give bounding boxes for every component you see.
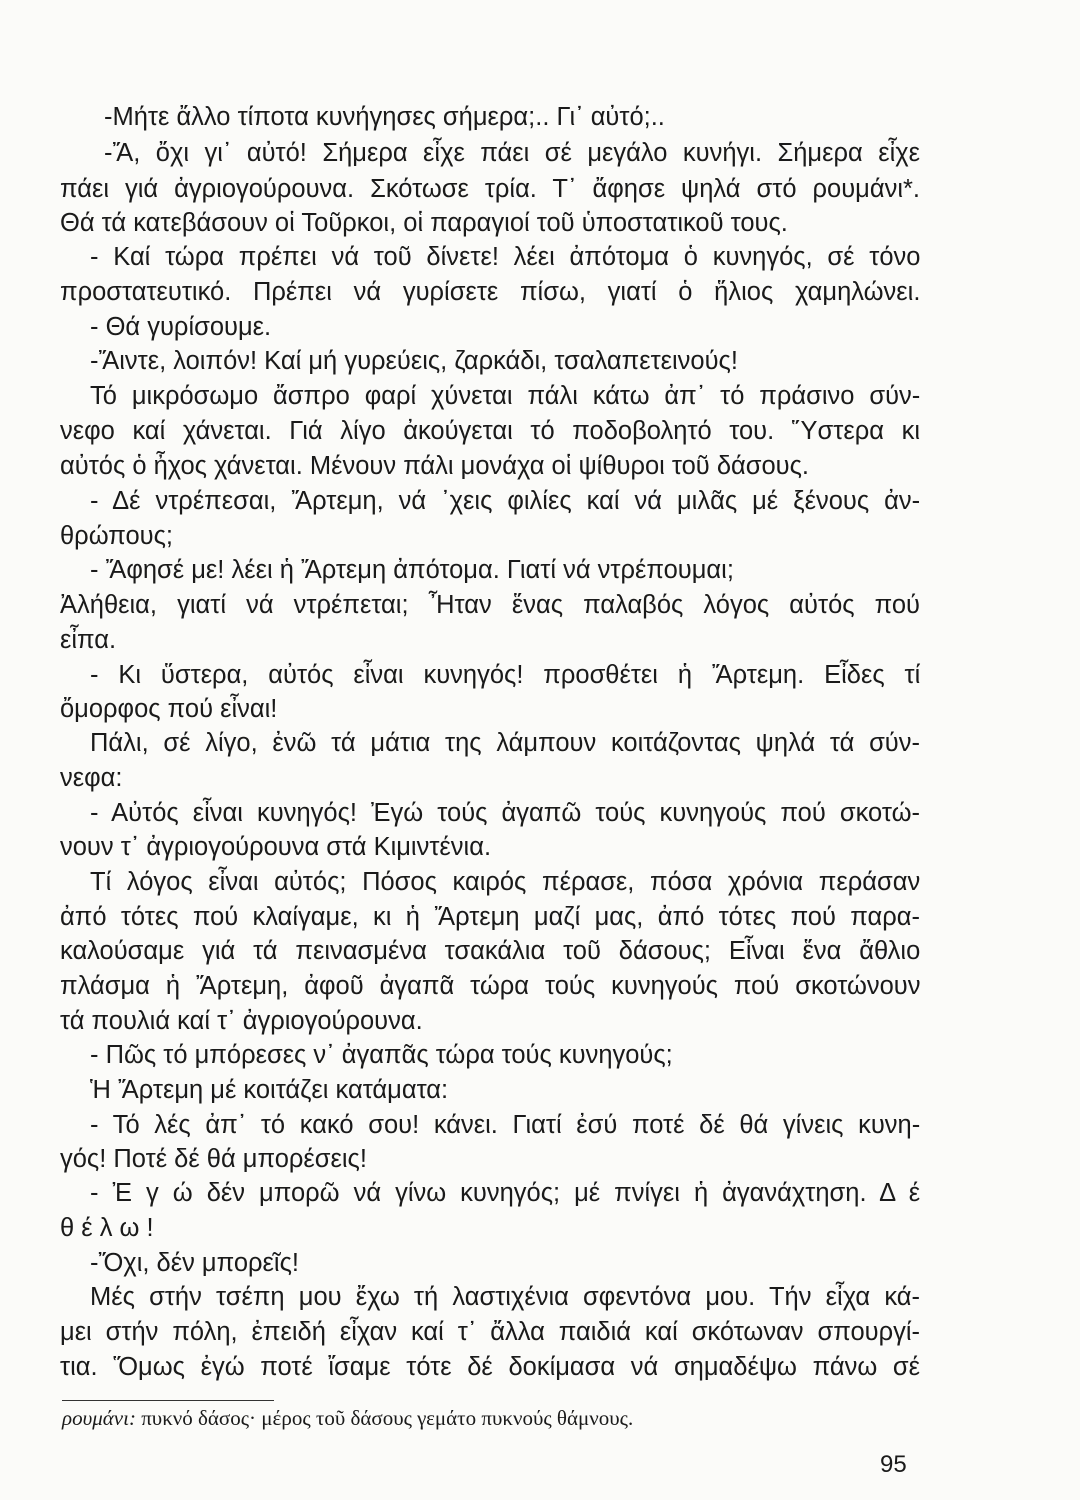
text-line-19: Πάλι, σέ λίγο, ἐνῶ τά μάτια της λάμπουν κοιτάζοντας ψηλά τά σύν- [90, 729, 920, 757]
text-line-23: Τί λόγος εἶναι αὐτός; Πόσος καιρός πέρασε, πόσα χρόνια περάσαν [90, 868, 921, 896]
text-line-9: Τό μικρόσωμο ἄσπρο φαρί χύνεται πάλι κάτω ἀπ᾿ τό πράσινο σύν- [90, 382, 921, 410]
text-line-13: θρώπους; [60, 522, 173, 550]
text-line-7: - Θά γυρίσουμε. [90, 313, 272, 341]
text-line-25: καλούσαμε γιά τά πεινασμένα τσακάλια τοῦ δάσους; Εἶναι ἕνα ἄθλιο [60, 937, 921, 965]
footnote [62, 1405, 633, 1431]
footnote-rule [62, 1400, 274, 1401]
text-line-3: πάει γιά ἀγριογούρουνα. Σκότωσε τρία. Τ᾿ ἄφησε ψηλά στό ρουμάνι*. [60, 175, 920, 203]
text-line-18: ὄμορφος πού εἶναι! [60, 695, 278, 723]
text-line-28: - Πῶς τό μπόρεσες ν᾿ ἀγαπᾶς τώρα τούς κυνηγούς; [90, 1041, 673, 1069]
text-line-33: θ έ λ ω ! [60, 1214, 154, 1242]
text-line-36: μει στήν πόλη, ἐπειδή εἶχαν καί τ᾿ ἄλλα παιδιά καί σκότωναν σπουργί- [60, 1318, 920, 1346]
text-line-6: προστατευτικό. Πρέπει νά γυρίσετε πίσω, γιατί ὁ ἥλιος χαμηλώνει. [60, 278, 921, 306]
text-line-11: αὐτός ὁ ἦχος χάνεται. Μένουν πάλι μονάχα οἱ ψίθυροι τοῦ δάσους. [60, 452, 810, 480]
text-line-15: Ἀλήθεια, γιατί νά ντρέπεται; Ἦταν ἕνας παλαβός λόγος αὐτός πού [60, 591, 920, 619]
text-line-12: - Δέ ντρέπεσαι, Ἄρτεμη, νά ᾿χεις φιλίες καί νά μιλᾶς μέ ξένους ἀν- [90, 487, 921, 515]
text-line-26: πλάσμα ἡ Ἄρτεμη, ἀφοῦ ἀγαπᾶ τώρα τούς κυνηγούς πού σκοτώνουν [60, 972, 921, 1000]
footnote-definition: πυκνό δάσος· μέρος τοῦ δάσους γεμάτο πυκνούς θάμνους. [135, 1406, 634, 1430]
text-line-30: - Τό λές ἀπ᾿ τό κακό σου! κάνει. Γιατί ἐσύ ποτέ δέ θά γίνεις κυνη- [90, 1111, 921, 1139]
footnote-term: ρουμάνι: [62, 1406, 136, 1430]
text-line-32: - Ἐ γ ώ δέν μπορῶ νά γίνω κυνηγός; μέ πνίγει ἡ ἀγανάχτηση. Δ έ [90, 1179, 921, 1207]
text-line-22: νουν τ᾿ ἀγριογούρουνα στά Κιμιντένια. [60, 833, 492, 861]
text-line-34: -Ὄχι, δέν μπορεῖς! [90, 1249, 299, 1277]
page-number: 95 [880, 1451, 907, 1478]
text-line-2: -Ἄ, ὄχι γι᾿ αὐτό! Σήμερα εἶχε πάει σέ μεγάλο κυνήγι. Σήμερα εἶχε [104, 139, 920, 167]
text-line-17: - Κι ὕστερα, αὐτός εἶναι κυνηγός! προσθέτει ἡ Ἄρτεμη. Εἶδες τί [90, 661, 921, 689]
text-line-35: Μές στήν τσέπη μου ἔχω τή λαστιχένια σφεντόνα μου. Τήν εἶχα κά- [90, 1283, 920, 1311]
text-line-31: γός! Ποτέ δέ θά μπορέσεις! [60, 1145, 367, 1173]
text-line-37: τια. Ὅμως ἐγώ ποτέ ἴσαμε τότε δέ δοκίμασα νά σημαδέψω πάνω σέ [60, 1353, 920, 1381]
text-line-1: -Μήτε ἄλλο τίποτα κυνήγησες σήμερα;.. Γι᾿ αὐτό;.. [104, 103, 665, 131]
text-line-14: - Ἄφησέ με! λέει ἡ Ἄρτεμη ἀπότομα. Γιατί νά ντρέπουμαι; [90, 556, 734, 584]
text-line-27: τά πουλιά καί τ᾿ ἀγριογούρουνα. [60, 1007, 423, 1035]
text-line-29: Ἡ Ἄρτεμη μέ κοιτάζει κατάματα: [90, 1076, 449, 1104]
text-line-5: - Καί τώρα πρέπει νά τοῦ δίνετε! λέει ἀπότομα ὁ κυνηγός, σέ τόνο [90, 243, 921, 271]
text-line-8: -Ἄιντε, λοιπόν! Καί μή γυρεύεις, ζαρκάδι, τσαλαπετεινούς! [90, 347, 738, 375]
text-line-16: εἶπα. [60, 626, 117, 654]
text-line-21: - Αὐτός εἶναι κυνηγός! Ἐγώ τούς ἀγαπῶ τούς κυνηγούς πού σκοτώ- [90, 799, 920, 827]
text-line-10: νεφο καί χάνεται. Γιά λίγο ἀκούγεται τό ποδοβολητό του. Ὕστερα κι [60, 417, 920, 445]
text-line-24: ἀπό τότες πού κλαίγαμε, κι ἡ Ἄρτεμη μαζί μας, ἀπό τότες πού παρα- [60, 903, 920, 931]
text-line-20: νεφα: [60, 764, 123, 792]
text-line-4: Θά τά κατεβάσουν οἱ Τοῦρκοι, οἱ παραγιοί τοῦ ὑποστατικοῦ τους. [60, 209, 788, 237]
